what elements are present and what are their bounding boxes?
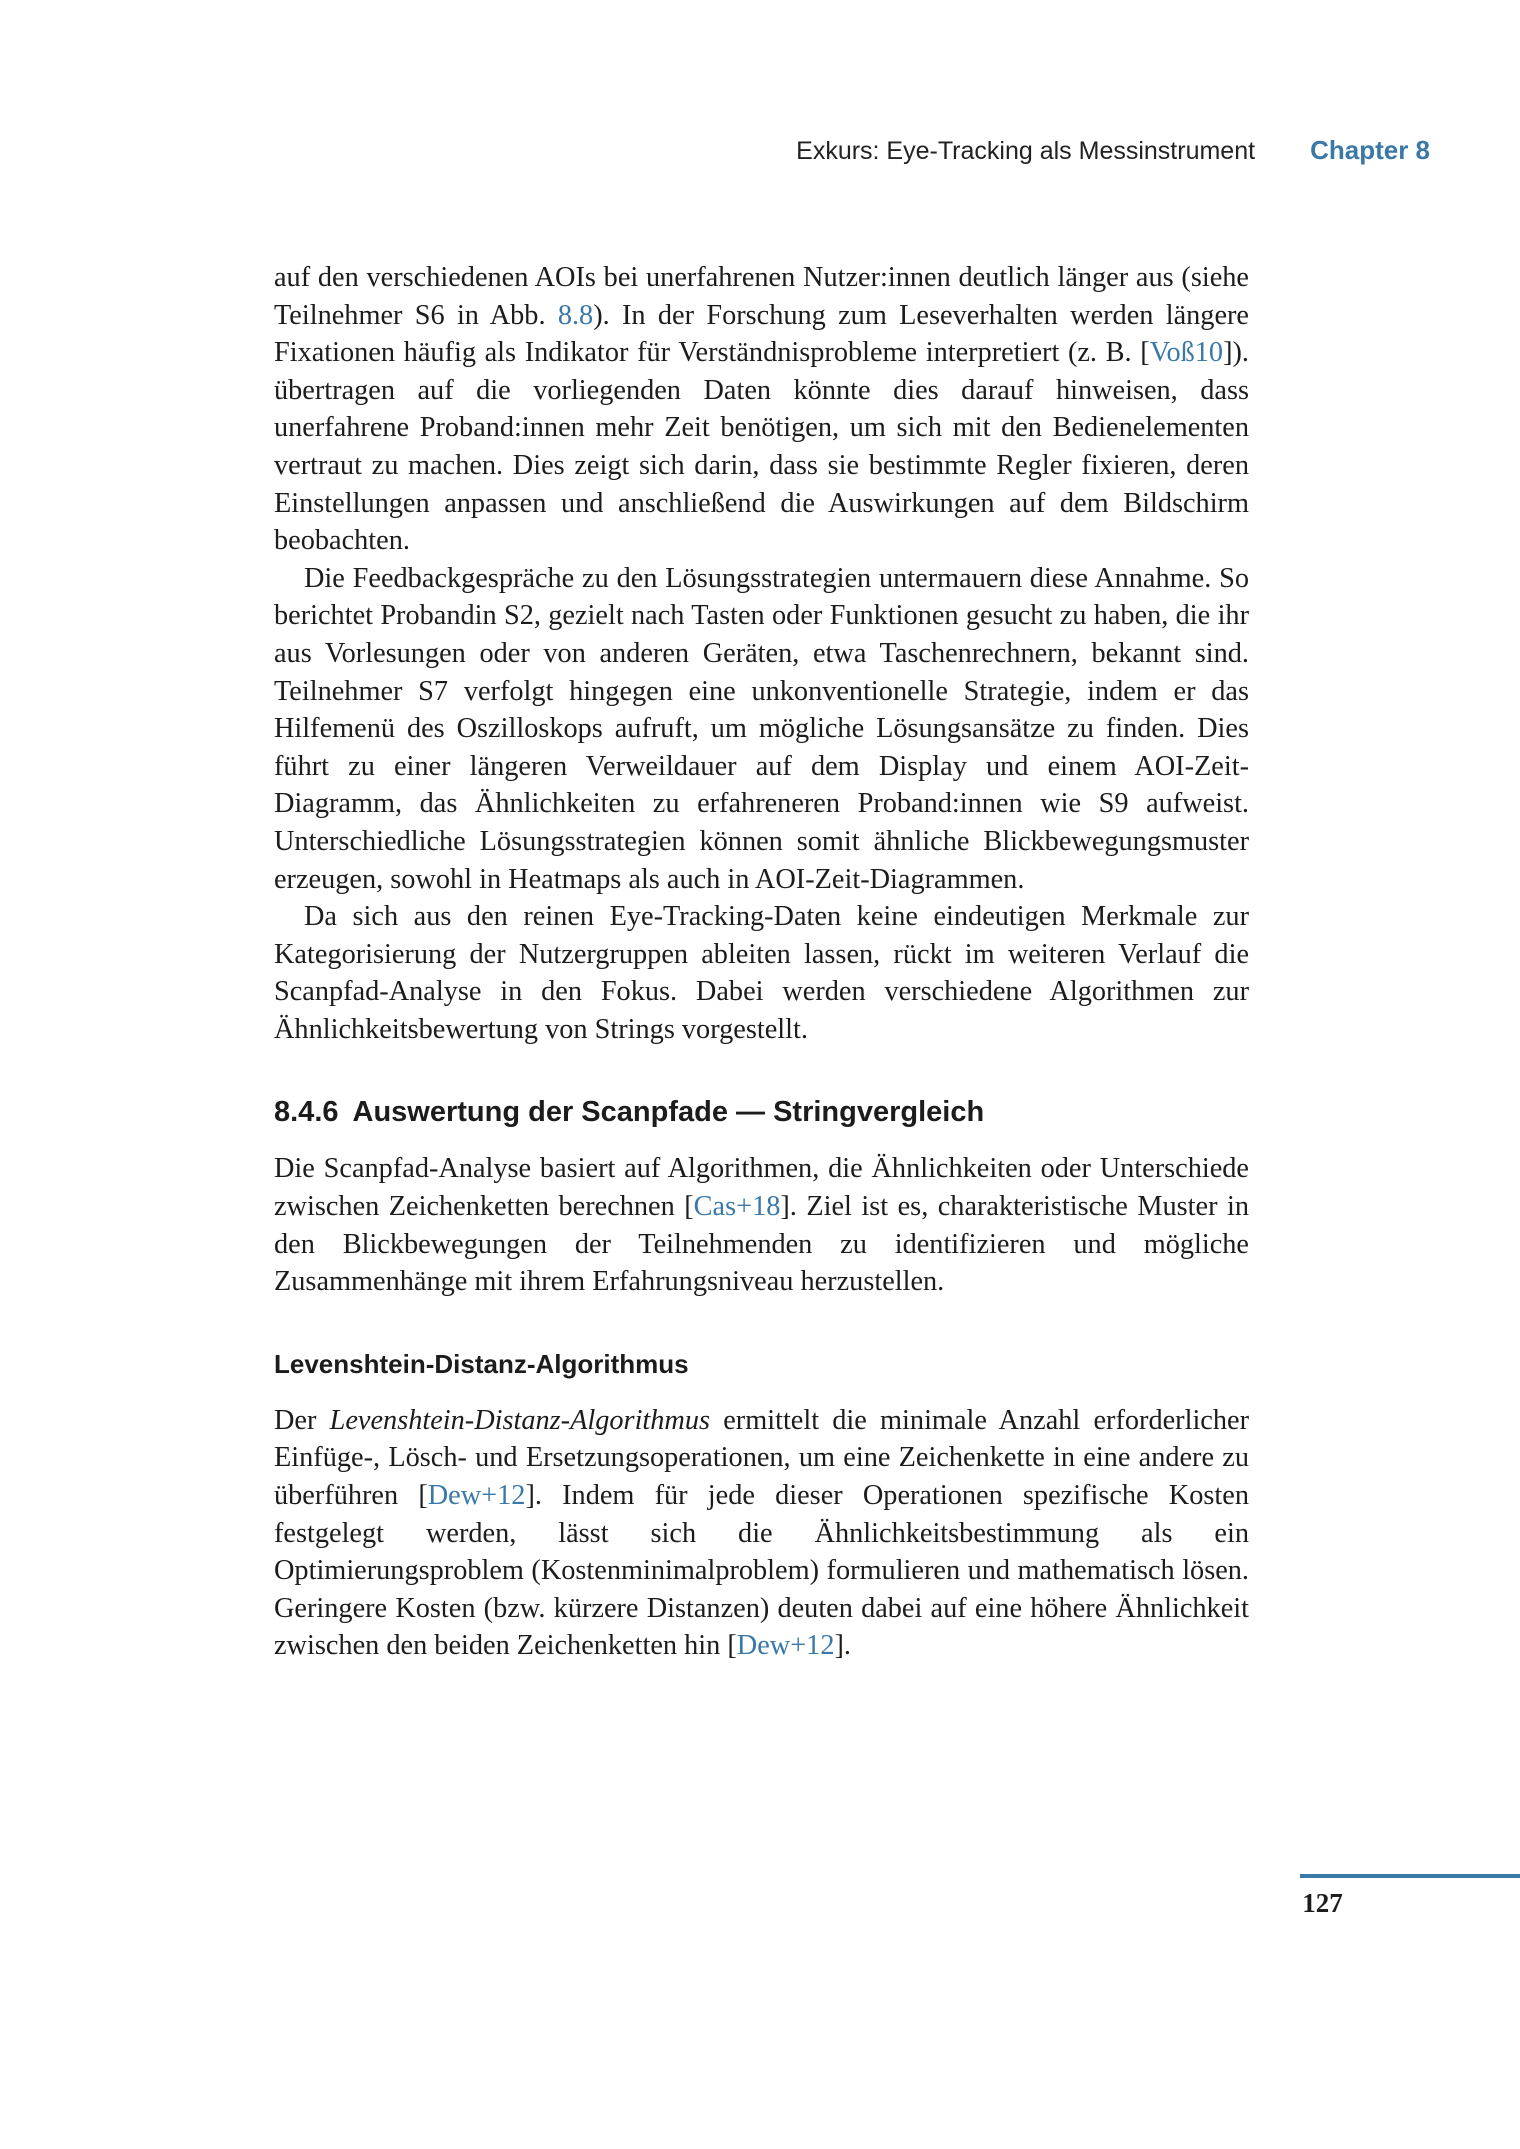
section-number: 8.4.6 bbox=[274, 1096, 339, 1129]
section-heading bbox=[274, 1092, 1249, 1132]
section-paragraph bbox=[274, 1150, 1249, 1300]
section-paragraph-text-a: Die Scanpfad-Analyse basiert auf Algorithmen, die Ähnlichkeiten oder Unterschiede zwischen Zeichenketten berechnen [ bbox=[274, 1153, 1249, 1223]
page-body bbox=[274, 259, 1249, 1665]
emphasized-term: Levenshtein-Distanz-Algorithmus bbox=[329, 1404, 711, 1436]
subsection-paragraph bbox=[274, 1402, 1249, 1665]
subsection-paragraph-text-d: ]. bbox=[834, 1630, 851, 1662]
section-title: Auswertung der Scanpfade — Stringvergleich bbox=[352, 1096, 985, 1129]
subsection-paragraph-text-b: ermittelt die minimale Anzahl erforderlicher Einfüge-, Lösch- und Ersetzungsoperationen, um eine Zeichenkette in eine andere zu überführen [ bbox=[274, 1404, 1249, 1512]
page-number: 127 bbox=[1302, 1888, 1343, 1918]
citation-dew12-b[interactable]: Dew+12 bbox=[736, 1630, 835, 1662]
subsection-paragraph-text-c: ]. Indem für jede dieser Operationen spezifische Kosten festgelegt werden, lässt sich die Ähnlichkeitsbestimmung als ein Optimierungsproblem (Kostenminimalproblem) formulieren und mathematisch lösen. Geringere Kosten (bzw. kürzere Distanzen) deuten dabei auf eine höhere Ähnlichkeit zwischen den beiden Zeichenketten hin [ bbox=[274, 1480, 1249, 1662]
paragraph-1-text-a: auf den verschiedenen AOIs bei unerfahrenen Nutzer:innen deutlich länger aus (siehe Teilnehmer S6 in Abb. bbox=[274, 262, 1249, 331]
chapter-label: Chapter 8 bbox=[1310, 135, 1430, 165]
paragraph-1-text-b: ). In der Forschung zum Leseverhalten werden längere Fixationen häufig als Indikator für Verständnisprobleme interpretiert (z. B. [ bbox=[274, 299, 1249, 369]
paragraph-2: Die Feedbackgespräche zu den Lösungsstrategien untermauern diese Annahme. So berichtet Probandin S2, gezielt nach Tasten oder Funktionen gesucht zu haben, die ihr aus Vorlesungen oder von anderen Geräten, etwa Taschenrechnern, bekannt sind. Teilnehmer S7 verfolgt hingegen eine unkonventionelle Strategie, indem er das Hilfemenü des Oszilloskops aufruft, um mögliche Lösungsansätze zu finden. Dies führt zu einer längeren Verweildauer auf dem Display und einem AOI-Zeit-Diagramm, das Ähnlichkeiten zu erfahreneren Proband:innen wie S9 aufweist. Unterschiedliche Lösungsstrategien können somit ähnliche Blickbewegungsmuster erzeugen, sowohl in Heatmaps als auch in AOI-Zeit-Diagrammen. bbox=[274, 562, 1249, 895]
paragraph-3: Da sich aus den reinen Eye-Tracking-Daten keine eindeutigen Merkmale zur Kategorisierung der Nutzergruppen ableiten lassen, rückt im weiteren Verlauf die Scanpfad-Analyse in den Fokus. Dabei werden verschiedene Algorithmen zur Ähnlichkeitsbewertung von Strings vorgestellt. bbox=[274, 901, 1249, 1045]
footer-rule bbox=[1300, 1874, 1520, 1878]
citation-cas18[interactable]: Cas+18 bbox=[693, 1191, 781, 1223]
subsection-paragraph-text-a: Der bbox=[274, 1404, 330, 1436]
citation-voss10[interactable]: Voß10 bbox=[1149, 337, 1224, 369]
running-head-title: Exkurs: Eye-Tracking als Messinstrument bbox=[796, 137, 1256, 165]
paragraph-1-text-c: ]). übertragen auf die vorliegenden Daten könnte dies darauf hinweisen, dass unerfahrene Proband:innen mehr Zeit benötigen, um sich mit den Bedienelementen vertraut zu machen. Dies zeigt sich darin, dass sie bestimmte Regler fixieren, deren Einstellungen anpassen und anschließend die Auswirkungen auf dem Bildschirm beobachten. bbox=[274, 337, 1249, 557]
section-paragraph-text-b: ]. Ziel ist es, charakteristische Muster in den Blickbewegungen der Teilnehmenden zu identifizieren und mögliche Zusammenhänge mit ihrem Erfahrungsniveau herzustellen. bbox=[274, 1191, 1249, 1298]
paragraph-1 bbox=[274, 259, 1249, 560]
running-head bbox=[770, 135, 1430, 175]
citation-dew12-a[interactable]: Dew+12 bbox=[427, 1480, 526, 1512]
subsection-heading: Levenshtein-Distanz-Algorithmus bbox=[274, 1348, 689, 1379]
figure-ref-8-8[interactable]: 8.8 bbox=[557, 299, 594, 331]
